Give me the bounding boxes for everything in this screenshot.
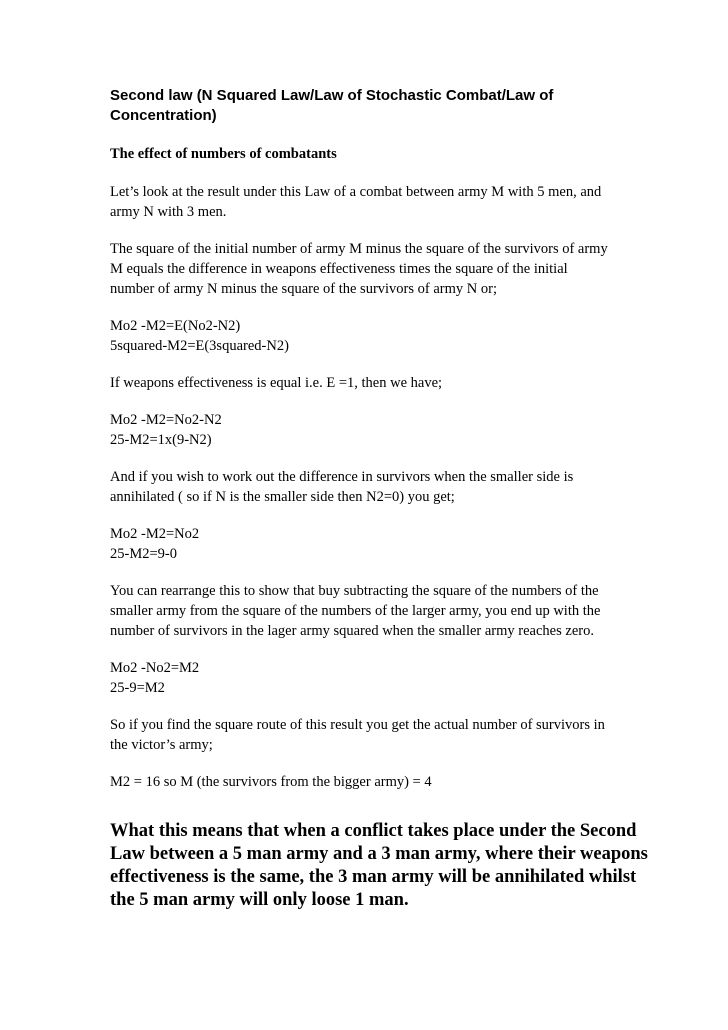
text-line: number of survivors in the lager army squared when the smaller army reaches zero. — [110, 623, 594, 639]
heading-line: Concentration) — [110, 107, 217, 124]
paragraph-intro — [110, 182, 635, 222]
paragraph-definition — [110, 239, 635, 299]
text-line: The square of the initial number of army M minus the square of the survivors of army — [110, 241, 608, 257]
text-line: the victor’s army; — [110, 737, 213, 753]
conclusion-line: What this means that when a conflict takes place under the Second — [110, 821, 637, 841]
paragraph-square-root — [110, 715, 635, 755]
document-subheading: The effect of numbers of combatants — [110, 146, 337, 162]
equation-block-4 — [110, 658, 635, 698]
equation-line: 25-M2=9-0 — [110, 546, 177, 562]
conclusion-paragraph — [110, 820, 648, 912]
text-line: annihilated ( so if N is the smaller side then N2=0) you get; — [110, 489, 455, 505]
heading-line: Second law (N Squared Law/Law of Stochastic Combat/Law of — [110, 87, 554, 104]
equation-line: 25-M2=1x(9-N2) — [110, 432, 212, 448]
equation-line: Mo2 -M2=No2-N2 — [110, 412, 222, 428]
equation-line: Mo2 -M2=No2 — [110, 526, 200, 542]
equation-line: Mo2 -M2=E(No2-N2) — [110, 318, 241, 334]
equation-block-2 — [110, 410, 635, 450]
text-line: If weapons effectiveness is equal i.e. E =1, then we have; — [110, 375, 443, 391]
conclusion-line: Law between a 5 man army and a 3 man army, where their weapons — [110, 844, 648, 864]
document-page — [110, 86, 648, 912]
paragraph-equal-effectiveness — [110, 373, 635, 393]
text-line: M equals the difference in weapons effectiveness times the square of the initial — [110, 261, 568, 277]
conclusion-line: the 5 man army will only loose 1 man. — [110, 890, 409, 910]
equation-line: 25-9=M2 — [110, 680, 165, 696]
text-line: M2 = 16 so M (the survivors from the bigger army) = 4 — [110, 774, 432, 790]
text-line: number of army N minus the square of the survivors of army N or; — [110, 281, 497, 297]
text-line: army N with 3 men. — [110, 204, 227, 220]
text-line: You can rearrange this to show that buy subtracting the square of the numbers of the — [110, 583, 599, 599]
equation-line: 5squared-M2=E(3squared-N2) — [110, 338, 289, 354]
equation-block-1 — [110, 316, 635, 356]
text-line: smaller army from the square of the numbers of the larger army, you end up with the — [110, 603, 601, 619]
equation-block-3 — [110, 524, 635, 564]
text-line: Let’s look at the result under this Law of a combat between army M with 5 men, and — [110, 184, 602, 200]
text-line: And if you wish to work out the difference in survivors when the smaller side is — [110, 469, 574, 485]
text-line: So if you find the square route of this result you get the actual number of survivors in — [110, 717, 605, 733]
equation-line: Mo2 -No2=M2 — [110, 660, 200, 676]
conclusion-line: effectiveness is the same, the 3 man army will be annihilated whilst — [110, 867, 637, 887]
paragraph-rearrange — [110, 581, 635, 641]
document-heading — [110, 86, 635, 126]
paragraph-result — [110, 772, 635, 792]
paragraph-annihilation — [110, 467, 635, 507]
